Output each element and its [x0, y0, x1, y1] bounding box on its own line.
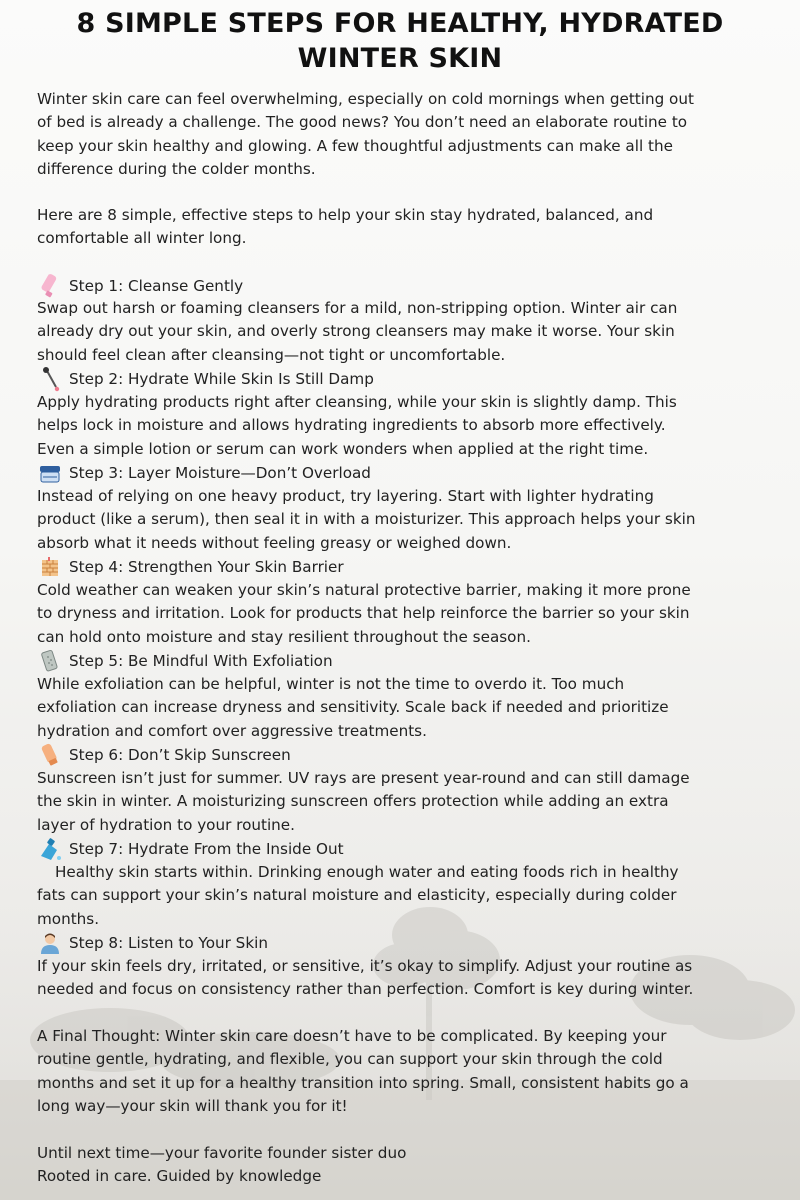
- step-2-heading: [37, 367, 374, 391]
- step-4-title: Step 4: Strengthen Your Skin Barrier: [69, 558, 344, 576]
- step-body-line: months.: [37, 909, 100, 928]
- step-8-body: [37, 955, 772, 1002]
- step-body-line: Instead of relying on one heavy product, try layering. Start with lighter hydrating: [37, 487, 654, 505]
- step-6-heading: [37, 743, 291, 767]
- step-body-line: Healthy skin starts within. Drinking enough water and eating foods rich in healthy: [55, 863, 679, 881]
- intro-line: of bed is already a challenge. The good news? You don’t need an elaborate routine to: [37, 113, 688, 132]
- step-1-body: [37, 297, 772, 367]
- step-3-title: Step 3: Layer Moisture—Don’t Overload: [69, 464, 371, 482]
- intro-paragraph: [37, 88, 772, 181]
- signoff-line: Until next time—your favorite founder sister duo: [37, 1144, 407, 1162]
- step-3-heading: [37, 461, 371, 485]
- step-7-heading: [37, 837, 344, 861]
- moisturizer-jar-icon: [37, 461, 65, 485]
- final-thought-line: A Final Thought: Winter skin care doesn’t have to be complicated. By keeping your: [37, 1027, 667, 1045]
- lead-in-line: Here are 8 simple, effective steps to help your skin stay hydrated, balanced, and: [37, 206, 654, 224]
- intro-line: Winter skin care can feel overwhelming, especially on cold mornings when getting out: [37, 90, 694, 108]
- step-7-title: Step 7: Hydrate From the Inside Out: [69, 840, 344, 858]
- title-line-2: WINTER SKIN: [297, 43, 503, 74]
- signoff: [37, 1142, 772, 1189]
- cleanser-tube-icon: [37, 274, 65, 298]
- sunscreen-tube-icon: [37, 743, 65, 767]
- final-thought-line: long way—your skin will thank you for it!: [37, 1096, 348, 1115]
- intro-line: difference during the colder months.: [37, 159, 316, 178]
- step-body-line: fats can support your skin’s natural moisture and elasticity, especially during colder: [37, 886, 677, 905]
- intro-line: keep your skin healthy and glowing. A few thoughtful adjustments can make all the: [37, 136, 673, 155]
- lead-in-paragraph: [37, 204, 772, 251]
- step-body-line: exfoliation can increase dryness and sensitivity. Scale back if needed and prioritize: [37, 698, 669, 717]
- step-2-body: [37, 391, 772, 461]
- step-body-line: Apply hydrating products right after cleansing, while your skin is slightly damp. This: [37, 393, 677, 411]
- step-body-line: layer of hydration to your routine.: [37, 815, 295, 834]
- final-thought-line: routine gentle, hydrating, and flexible, you can support your skin through the cold: [37, 1050, 663, 1069]
- step-4-heading: [37, 555, 344, 579]
- person-icon: [37, 931, 65, 955]
- step-6-body: [37, 767, 772, 837]
- title-line-1: 8 SIMPLE STEPS FOR HEALTHY, HYDRATED: [76, 8, 724, 39]
- final-thought-line: months and set it up for a healthy transition into spring. Small, consistent habits go a: [37, 1073, 689, 1092]
- water-bottle-icon: [37, 837, 65, 861]
- step-body-line: helps lock in moisture and allows hydrating ingredients to absorb more effectively.: [37, 416, 666, 435]
- brick-wall-icon: [37, 555, 65, 579]
- step-body-line: product (like a serum), then seal it in with a moisturizer. This approach helps your skin: [37, 510, 696, 529]
- step-1-title: Step 1: Cleanse Gently: [69, 277, 244, 295]
- step-body-line: already dry out your skin, and overly strong cleansers may make it worse. Your skin: [37, 322, 675, 341]
- step-4-body: [37, 579, 772, 649]
- step-body-line: Cold weather can weaken your skin’s natural protective barrier, making it more prone: [37, 581, 691, 599]
- lead-in-line: comfortable all winter long.: [37, 229, 247, 248]
- exfoliant-tube-icon: [37, 649, 65, 673]
- step-body-line: can hold onto moisture and stay resilient throughout the season.: [37, 627, 531, 646]
- step-5-body: [37, 673, 772, 743]
- step-5-heading: [37, 649, 333, 673]
- step-body-line: should feel clean after cleansing—not tight or uncomfortable.: [37, 345, 506, 364]
- signoff-line: Rooted in care. Guided by knowledge: [37, 1167, 322, 1186]
- step-body-line: Even a simple lotion or serum can work wonders when applied at the right time.: [37, 439, 649, 458]
- step-body-line: If your skin feels dry, irritated, or sensitive, it’s okay to simplify. Adjust your routine as: [37, 957, 693, 975]
- step-7-body: [37, 861, 772, 931]
- step-body-line: Sunscreen isn’t just for summer. UV rays are present year-round and can still damage: [37, 769, 690, 787]
- step-1-heading: [37, 274, 243, 298]
- page-title: [20, 6, 780, 76]
- step-body-line: absorb what it needs without feeling greasy or weighed down.: [37, 533, 512, 552]
- step-body-line: hydration and comfort over aggressive treatments.: [37, 721, 427, 740]
- final-thought-paragraph: [37, 1025, 772, 1118]
- step-body-line: the skin in winter. A moisturizing sunscreen offers protection while adding an extra: [37, 792, 669, 811]
- step-body-line: needed and focus on consistency rather than perfection. Comfort is key during winter.: [37, 980, 694, 999]
- step-6-title: Step 6: Don’t Skip Sunscreen: [69, 746, 291, 764]
- step-body-line: to dryness and irritation. Look for products that help reinforce the barrier so your skin: [37, 604, 690, 623]
- step-body-line: While exfoliation can be helpful, winter is not the time to overdo it. Too much: [37, 675, 625, 693]
- dropper-icon: [37, 367, 65, 391]
- step-3-body: [37, 485, 772, 555]
- step-2-title: Step 2: Hydrate While Skin Is Still Damp: [69, 370, 374, 388]
- step-body-line: Swap out harsh or foaming cleansers for a mild, non-stripping option. Winter air can: [37, 299, 678, 317]
- step-8-title: Step 8: Listen to Your Skin: [69, 934, 268, 952]
- step-8-heading: [37, 931, 268, 955]
- step-5-title: Step 5: Be Mindful With Exfoliation: [69, 652, 333, 670]
